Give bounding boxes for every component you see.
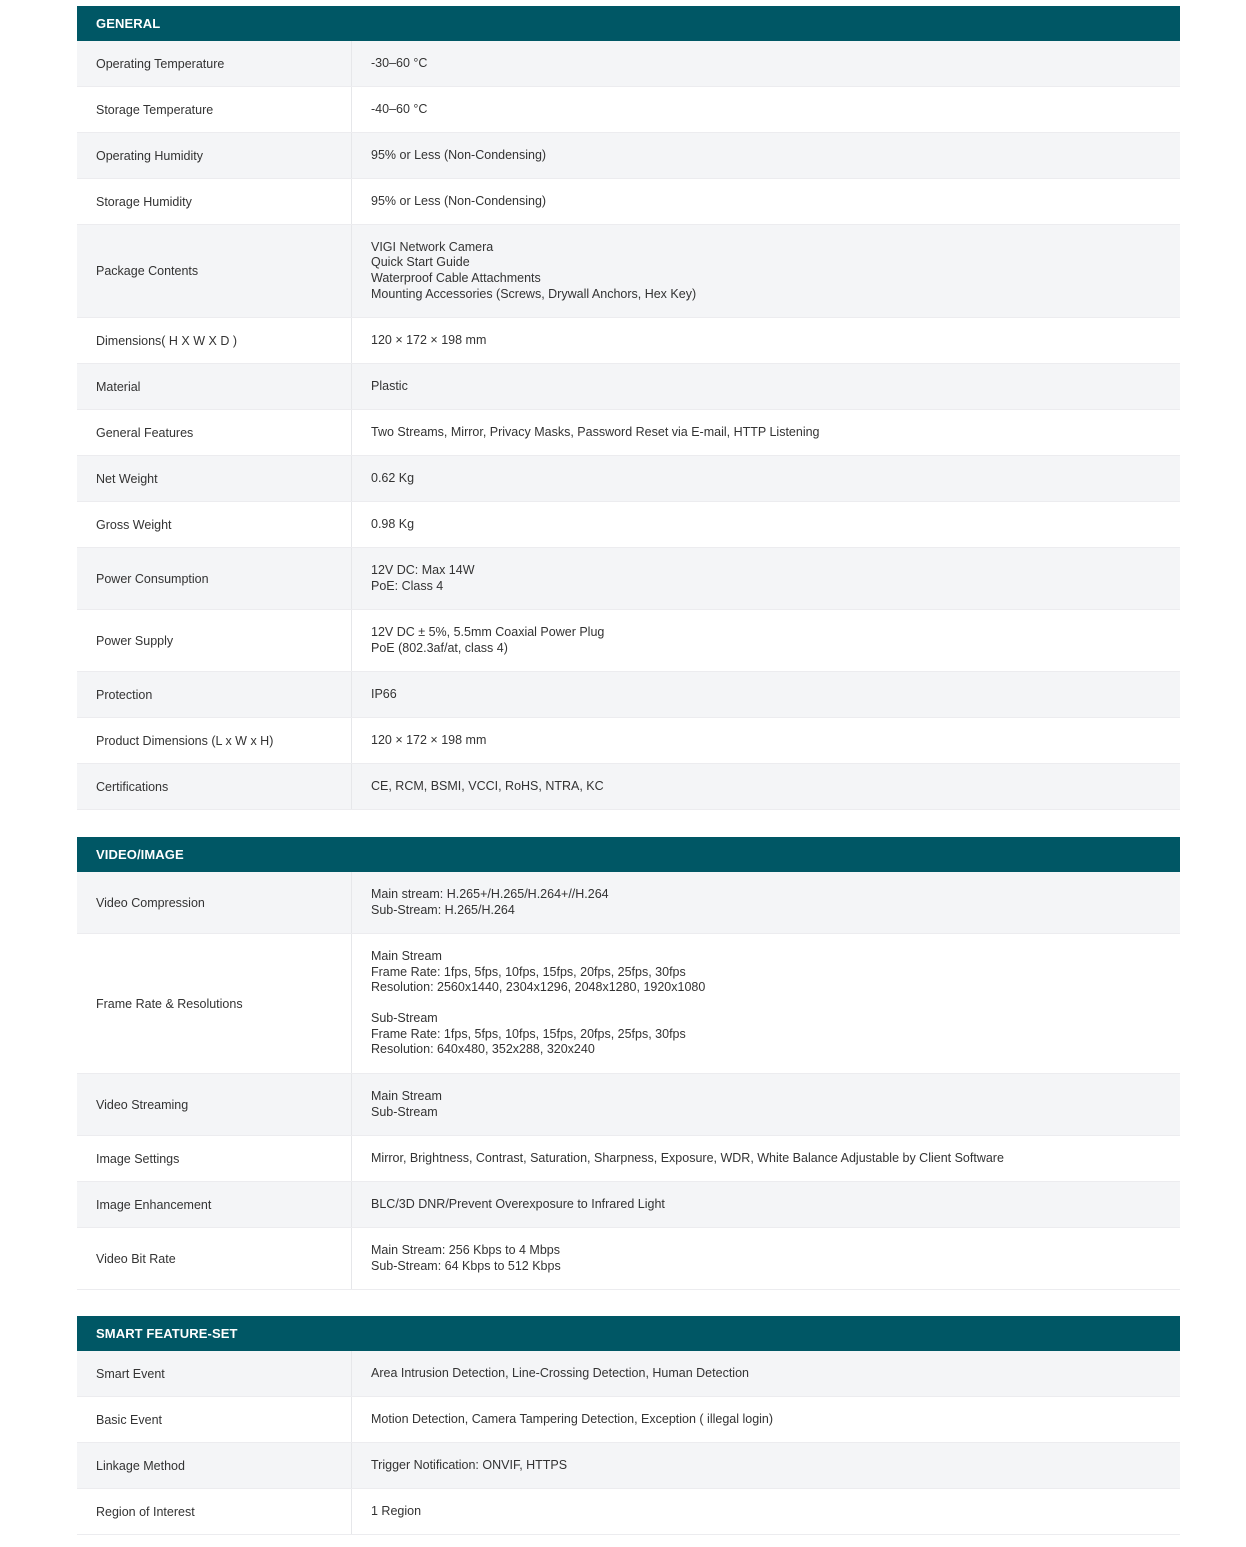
spec-row [77, 87, 1180, 133]
spec-value [352, 718, 1180, 763]
spec-value-line: 0.62 Kg [371, 470, 415, 485]
spec-label: Net Weight [77, 456, 352, 501]
spec-value [352, 1351, 1180, 1396]
spec-value-line: Waterproof Cable Attachments [371, 271, 541, 285]
spec-value-line: 12V DC: Max 14W [371, 562, 475, 577]
spec-value-line: Main Stream [371, 1088, 442, 1103]
spec-row [77, 1182, 1180, 1228]
spec-value [352, 364, 1180, 409]
section-header: GENERAL [77, 6, 1180, 41]
spec-label: Package Contents [77, 225, 352, 317]
spec-label: Operating Humidity [77, 133, 352, 178]
spec-value-line: 12V DC ± 5%, 5.5mm Coaxial Power Plug [371, 624, 605, 639]
spec-label: Image Enhancement [77, 1182, 352, 1227]
spec-value-line: 0.98 Kg [371, 516, 415, 531]
spec-value-line: 95% or Less (Non-Condensing) [371, 193, 547, 208]
spec-label: Dimensions( H X W X D ) [77, 318, 352, 363]
spec-value-line: Trigger Notification: ONVIF, HTTPS [371, 1457, 568, 1472]
spec-label: Video Bit Rate [77, 1228, 352, 1289]
spec-value-line: 120 × 172 × 198 mm [371, 332, 487, 347]
spec-value [352, 41, 1180, 86]
spec-value-line: Sub-Stream: H.265/H.264 [371, 902, 515, 917]
spec-value-line: Sub-Stream [371, 1011, 438, 1026]
spec-label: Power Consumption [77, 548, 352, 609]
spec-row [77, 764, 1180, 810]
section-header: SMART FEATURE-SET [77, 1316, 1180, 1351]
spec-label: Smart Event [77, 1351, 352, 1396]
spec-rows [77, 1351, 1180, 1535]
spec-row [77, 1489, 1180, 1535]
spec-value [352, 764, 1180, 809]
spec-row [77, 1074, 1180, 1136]
spec-value-line: Frame Rate: 1fps, 5fps, 10fps, 15fps, 20fps, 25fps, 30fps [371, 964, 686, 979]
general-spec-table [77, 6, 1180, 810]
spec-row [77, 1443, 1180, 1489]
spec-value-line: Mounting Accessories (Screws, Drywall Anchors, Hex Key) [371, 286, 697, 301]
spec-value [352, 456, 1180, 501]
spec-label: Storage Humidity [77, 179, 352, 224]
spec-label: Video Compression [77, 872, 352, 933]
spec-row [77, 1397, 1180, 1443]
spec-value-line: VIGI Network Camera [371, 239, 494, 254]
spec-value [352, 87, 1180, 132]
spec-row [77, 1136, 1180, 1182]
spec-label: Protection [77, 672, 352, 717]
spec-row [77, 502, 1180, 548]
spec-value-line: BLC/3D DNR/Prevent Overexposure to Infrared Light [371, 1196, 665, 1211]
spec-value-line: 120 × 172 × 198 mm [371, 732, 487, 747]
spec-value [352, 318, 1180, 363]
spec-value [352, 934, 1180, 1073]
spec-label: Operating Temperature [77, 41, 352, 86]
spec-value-line: IP66 [371, 686, 397, 701]
spec-label: Storage Temperature [77, 87, 352, 132]
spec-row [77, 548, 1180, 610]
spec-value-line: -40–60 °C [371, 101, 428, 116]
spec-row [77, 318, 1180, 364]
spec-label: Product Dimensions (L x W x H) [77, 718, 352, 763]
spec-value [352, 1443, 1180, 1488]
spec-value [352, 179, 1180, 224]
spec-row [77, 672, 1180, 718]
spec-value-line: PoE: Class 4 [371, 578, 444, 593]
spec-row [77, 410, 1180, 456]
spec-row [77, 610, 1180, 672]
spec-row [77, 718, 1180, 764]
spec-value [352, 502, 1180, 547]
spec-value-line: Two Streams, Mirror, Privacy Masks, Password Reset via E-mail, HTTP Listening [371, 424, 820, 439]
spec-row [77, 456, 1180, 502]
spec-label: Gross Weight [77, 502, 352, 547]
spec-label: Region of Interest [77, 1489, 352, 1534]
spec-label: General Features [77, 410, 352, 455]
spec-value-line: -30–60 °C [371, 55, 428, 70]
spec-row [77, 41, 1180, 87]
spec-value [352, 1136, 1180, 1181]
spec-value-line: PoE (802.3af/at, class 4) [371, 640, 508, 655]
spec-label: Certifications [77, 764, 352, 809]
spec-value [352, 872, 1180, 933]
spec-value-line: Main Stream: 256 Kbps to 4 Mbps [371, 1242, 560, 1257]
spec-value [352, 133, 1180, 178]
spec-row [77, 133, 1180, 179]
spec-value-line: Resolution: 2560x1440, 2304x1296, 2048x1280, 1920x1080 [371, 980, 706, 995]
spec-label: Material [77, 364, 352, 409]
spec-value-line: CE, RCM, BSMI, VCCI, RoHS, NTRA, KC [371, 778, 604, 793]
video-image-spec-table [77, 837, 1180, 1290]
spec-value-line [371, 996, 705, 1012]
spec-value [352, 548, 1180, 609]
spec-value-line: Main stream: H.265+/H.265/H.264+//H.264 [371, 886, 609, 901]
spec-value-line: Motion Detection, Camera Tampering Detection, Exception ( illegal login) [371, 1411, 774, 1426]
spec-value-line: Plastic [371, 378, 408, 393]
spec-value [352, 672, 1180, 717]
spec-value [352, 1074, 1180, 1135]
spec-label: Power Supply [77, 610, 352, 671]
spec-value-line: Sub-Stream [371, 1104, 438, 1119]
spec-row [77, 1351, 1180, 1397]
spec-value [352, 410, 1180, 455]
spec-rows [77, 872, 1180, 1290]
spec-label: Frame Rate & Resolutions [77, 934, 352, 1073]
spec-row [77, 1228, 1180, 1290]
spec-value [352, 225, 1180, 317]
spec-label: Video Streaming [77, 1074, 352, 1135]
spec-value [352, 1182, 1180, 1227]
spec-label: Linkage Method [77, 1443, 352, 1488]
spec-value-line: Sub-Stream: 64 Kbps to 512 Kbps [371, 1258, 561, 1273]
spec-value-line: Main Stream [371, 948, 442, 963]
spec-value-line: Frame Rate: 1fps, 5fps, 10fps, 15fps, 20fps, 25fps, 30fps [371, 1026, 686, 1041]
spec-value [352, 1489, 1180, 1534]
section-header: VIDEO/IMAGE [77, 837, 1180, 872]
spec-value-line: Area Intrusion Detection, Line-Crossing Detection, Human Detection [371, 1365, 749, 1380]
spec-row [77, 934, 1180, 1074]
spec-row [77, 179, 1180, 225]
spec-label: Image Settings [77, 1136, 352, 1181]
spec-row [77, 364, 1180, 410]
spec-row [77, 225, 1180, 318]
spec-value-line: Resolution: 640x480, 352x288, 320x240 [371, 1042, 595, 1057]
spec-value [352, 1397, 1180, 1442]
spec-value-line: 95% or Less (Non-Condensing) [371, 147, 547, 162]
spec-rows [77, 41, 1180, 810]
spec-value-line: Mirror, Brightness, Contrast, Saturation, Sharpness, Exposure, WDR, White Balance Adjustable by Client Software [371, 1150, 1004, 1165]
spec-label: Basic Event [77, 1397, 352, 1442]
spec-row [77, 872, 1180, 934]
smart-feature-set-spec-table [77, 1316, 1180, 1535]
spec-value [352, 1228, 1180, 1289]
spec-value-line: Quick Start Guide [371, 255, 470, 270]
spec-value-line: 1 Region [371, 1503, 422, 1518]
spec-value [352, 610, 1180, 671]
